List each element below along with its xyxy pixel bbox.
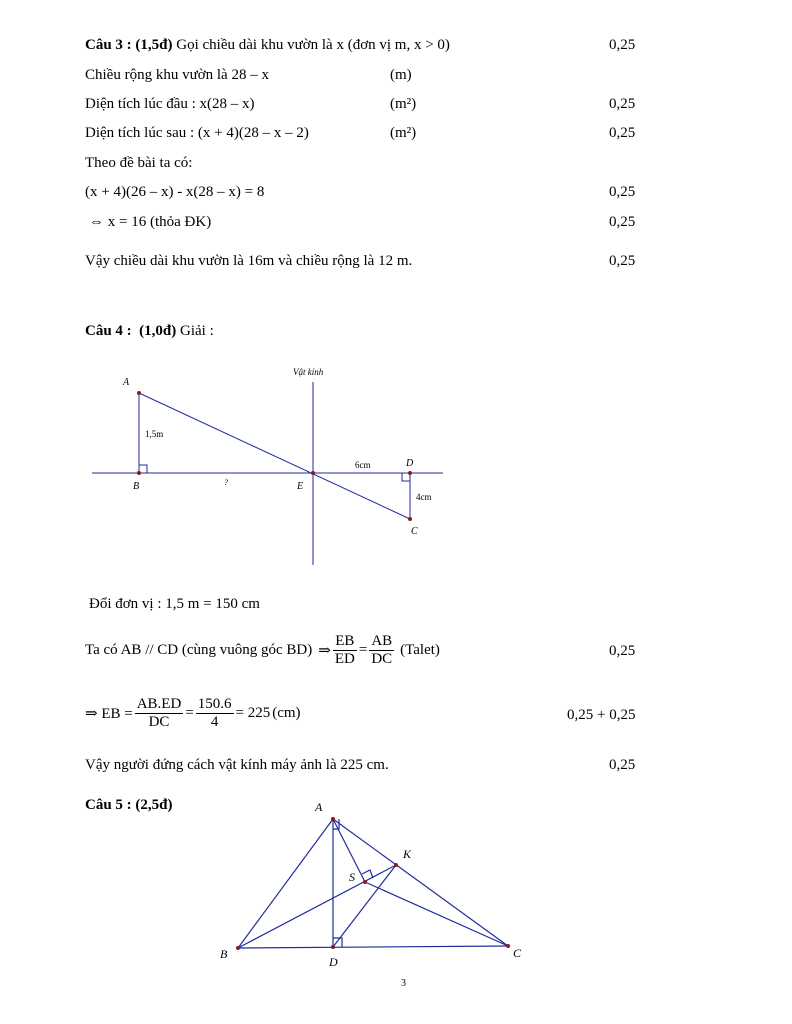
q3-score-6: 0,25 (609, 253, 636, 269)
q4-talet-prefix: Ta có AB // CD (cùng vuông góc BD) (85, 641, 313, 658)
q4-heading-points: (1,0đ) (139, 323, 177, 339)
q4-label-d: D (406, 458, 414, 469)
q4-frac3-den: DC (148, 713, 170, 730)
q4-eb-result: = 225 (235, 704, 271, 721)
q4-frac3-num: AB.ED (136, 695, 182, 712)
q4-talet-line: Ta có AB // CD (cùng vuông góc BD) ⇒ $\frac{EB}{ED}$ = $\frac{AB}{DC}$ (Talet) (85, 632, 440, 667)
q5-label-d: D (329, 955, 338, 969)
q5-side-ac (333, 819, 508, 946)
q3-area2-text: Diện tích lúc sau : (x + 4)(28 – x – 2) (85, 125, 309, 141)
q3-score-4: 0,25 (609, 184, 636, 200)
q5-side-bc (238, 946, 508, 948)
q3-score-5: 0,25 (609, 214, 636, 230)
q4-frac2-den: DC (371, 650, 393, 667)
q4-heading: Câu 4 : (85, 323, 132, 339)
q5-point-c (506, 944, 510, 948)
q3-area1-unit: (m²) (390, 96, 417, 112)
q5-label-c: C (513, 946, 522, 960)
q3-solution: ⇔ x = 16 (thỏa ĐK) (89, 214, 212, 230)
q5-segment-dk (333, 865, 396, 947)
q4-eb-unit: (cm) (272, 704, 301, 721)
q4-label-b: B (133, 481, 140, 492)
q5-point-b (236, 946, 240, 950)
page-number: 3 (401, 978, 406, 989)
q5-segment-sc (365, 882, 508, 946)
q5-point-s (363, 880, 367, 884)
q4-score-3: 0,25 (609, 757, 636, 773)
q5-point-k (394, 863, 398, 867)
q4-heading-rest: Giải : (176, 323, 214, 339)
q4-score-2: 0,25 + 0,25 (567, 707, 636, 723)
q4-label-dc-length: 4cm (416, 492, 432, 502)
q3-score-3: 0,25 (609, 125, 636, 141)
q5-label-s: S (349, 870, 355, 884)
q3-area2-unit: (m²) (390, 125, 417, 141)
q4-label-unknown: ? (224, 478, 228, 487)
q3-conclusion: Vậy chiều dài khu vườn là 16m và chiều rộng là 12 m. (85, 253, 413, 269)
q4-eb-line: ⇒ EB = $\frac{AB.ED}{DC}$ = $\frac{150.6}{4}$ = 225 (cm) (85, 695, 301, 730)
q5-right-angle-s (362, 870, 373, 878)
q4-conclusion: Vậy người đứng cách vật kính máy ảnh là 225 cm. (85, 757, 389, 773)
q4-frac2-num: AB (371, 632, 393, 649)
q4-label-a: A (123, 377, 130, 388)
q5-point-a (331, 817, 335, 821)
q3-equation: (x + 4)(26 – x) - x(28 – x) = 8 (85, 184, 265, 200)
q3-score-2: 0,25 (609, 96, 636, 112)
q4-label-e: E (297, 481, 304, 492)
q3-width-unit: (m) (390, 67, 412, 83)
q3-heading: Câu 3 : (1,5đ) (85, 37, 173, 53)
q4-frac4-den: 4 (210, 713, 219, 730)
q4-frac1-den: ED (334, 650, 355, 667)
q4-talet-suffix: (Talet) (400, 641, 440, 658)
q5-label-k: K (403, 847, 412, 861)
q4-frac1-num: EB (333, 633, 357, 651)
q4-frac4-num: 150.6 (197, 695, 232, 712)
q4-score-1: 0,25 (609, 643, 636, 659)
q5-heading: Câu 5 : (2,5đ) (85, 797, 173, 813)
q3-area1-text: Diện tích lúc đầu : x(28 – x) (85, 96, 255, 112)
q5-label-b: B (220, 947, 228, 961)
q3-intro: Gọi chiều dài khu vườn là x (đơn vị m, x > 0) (172, 37, 450, 53)
q3-width-text: Chiều rộng khu vườn là 28 – x (85, 67, 269, 83)
q4-eb-prefix: ⇒ EB = (85, 705, 133, 722)
q3-score-1: 0,25 (609, 37, 636, 53)
q5-point-d (331, 945, 335, 949)
q4-label-c: C (411, 526, 418, 537)
q4-convert: Đổi đơn vị : 1,5 m = 150 cm (89, 596, 260, 612)
q3-theo-text: Theo đề bài ta có: (85, 155, 193, 171)
q4-label-ab-length: 1,5m (145, 429, 164, 439)
q4-label-ed-length: 6cm (355, 460, 371, 470)
q4-talet-arrow: ⇒ (318, 642, 331, 659)
q4-label-lens: Vật kính (293, 367, 324, 377)
q5-label-a: A (315, 800, 323, 814)
q5-side-ab (238, 819, 333, 948)
